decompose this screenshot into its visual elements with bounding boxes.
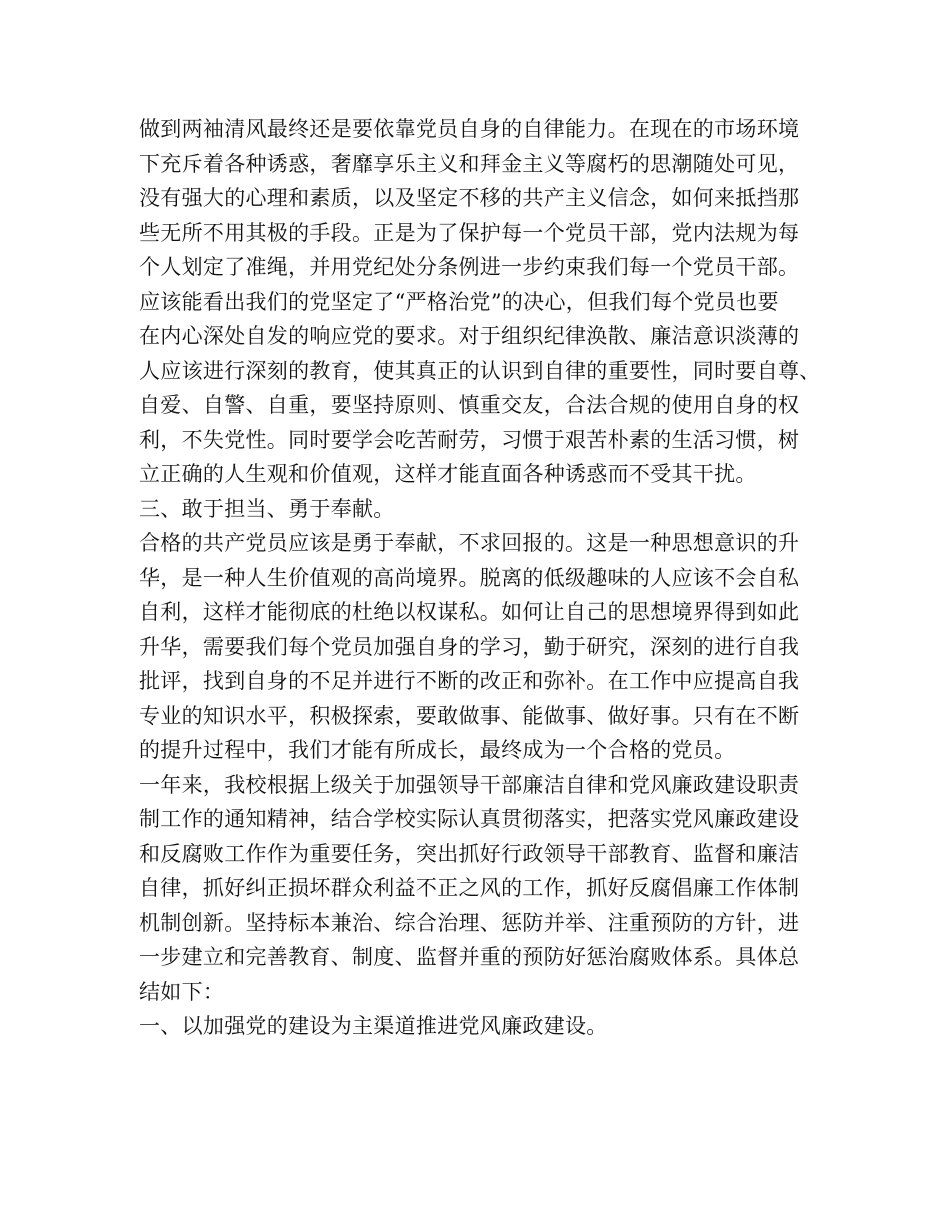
text-line: 利，不失党性。同时要学会吃苦耐劳，习惯于艰苦朴素的生活习惯，树: [139, 427, 800, 452]
document-body: [139, 112, 839, 1044]
text-line: 自利，这样才能彻底的杜绝以权谋私。如何让自己的思想境界得到如此: [139, 600, 800, 624]
text-line: 一步建立和完善教育、制度、监督并重的预防好惩治腐败体系。具体总: [139, 945, 800, 969]
text-line: 制工作的通知精神，结合学校实际认真贯彻落实，把落实党风廉政建设: [139, 807, 800, 831]
text-line: 升华，需要我们每个党员加强自身的学习，勤于研究，深刻的进行自我: [139, 634, 800, 659]
text-line: 自律，抓好纠正损坏群众利益不正之风的工作，抓好反腐倡廉工作体制: [139, 876, 800, 900]
text-line: 华，是一种人生价值观的高尚境界。脱离的低级趣味的人应该不会自私: [139, 565, 800, 590]
text-line: 一年来，我校根据上级关于加强领导干部廉洁自律和党风廉政建设职责: [139, 772, 800, 797]
text-line: 批评，找到自身的不足并进行不断的改正和弥补。在工作中应提高自我: [139, 669, 800, 693]
text-line: 下充斥着各种诱惑，奢靡享乐主义和拜金主义等腐朽的思潮随处可见，: [139, 151, 800, 176]
text-line: 做到两袖清风最终还是要依靠党员自身的自律能力。在现在的市场环境: [139, 117, 800, 141]
text-line: 结如下：: [139, 979, 225, 1004]
section-heading: 一、以加强党的建设为主渠道推进党风廉政建设。: [139, 1014, 608, 1038]
text-line: 机制创新。坚持标本兼治、综合治理、惩防并举、注重预防的方针，进: [139, 910, 800, 935]
text-line: 在内心深处自发的响应党的要求。对于组织纪律涣散、廉洁意识淡薄的: [139, 324, 800, 348]
text-line: 些无所不用其极的手段。正是为了保护每一个党员干部，党内法规为每: [139, 220, 800, 245]
text-line: 专业的知识水平，积极探索，要敢做事、能做事、做好事。只有在不断: [139, 703, 800, 728]
text-line: 的提升过程中，我们才能有所成长，最终成为一个合格的党员。: [139, 738, 736, 762]
section-heading: 三、敢于担当、勇于奉献。: [139, 496, 395, 521]
text-line: 自爱、自警、自重，要坚持原则、慎重交友，合法合规的使用自身的权: [139, 393, 800, 417]
text-line: 应该能看出我们的党坚定了“严格治党”的决心，但我们每个党员也要: [139, 289, 779, 314]
text-line: 立正确的人生观和价值观，这样才能直面各种诱惑而不受其干扰。: [139, 462, 757, 486]
text-line: 人应该进行深刻的教育，使其真正的认识到自律的重要性，同时要自尊、: [139, 358, 821, 383]
text-line: 和反腐败工作作为重要任务，突出抓好行政领导干部教育、监督和廉洁: [139, 841, 800, 866]
text-line: 没有强大的心理和素质，以及坚定不移的共产主义信念，如何来抵挡那: [139, 186, 800, 210]
text-line: 合格的共产党员应该是勇于奉献，不求回报的。这是一种思想意识的升: [139, 531, 800, 555]
text-line: 个人划定了准绳，并用党纪处分条例进一步约束我们每一个党员干部。: [139, 255, 800, 279]
